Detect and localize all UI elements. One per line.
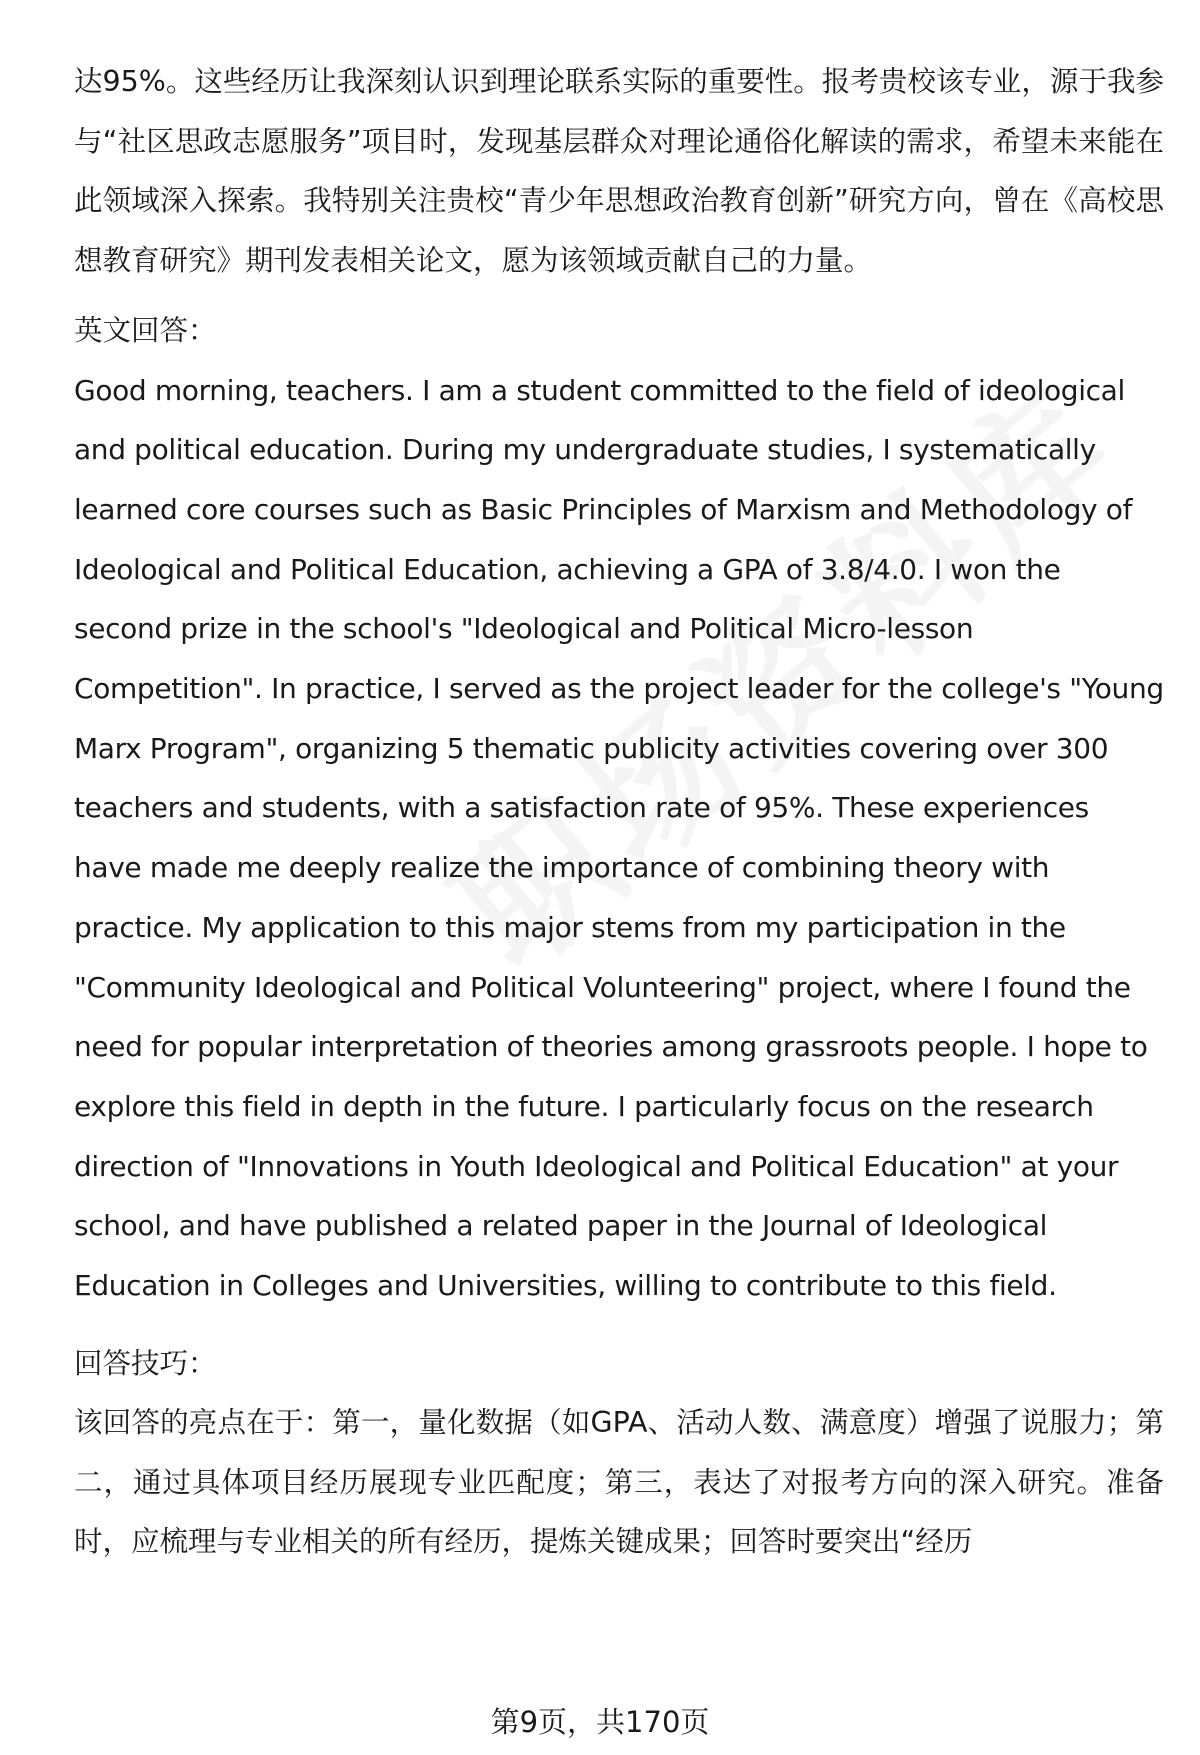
- page-indicator: 第9页，共170页: [490, 1705, 710, 1739]
- answer-tips-label: 回答技巧：: [74, 1346, 217, 1380]
- english-answer-label: 英文回答：: [74, 314, 217, 347]
- answer-tips-text: 该回答的亮点在于：第一，量化数据（如GPA、活动人数、满意度）增强了说服力；第二，通过具体项目经历展现专业匹配度；第三，表达了对报考方向的深入研究。准备时，应梳理与专业相关的所有经历，提炼关键成果；回答时要突出“经历: [74, 1406, 1164, 1559]
- english-answer-text: Good morning, teachers. I am a student committed to the field of ideological and political education. During my undergraduate studies, I systematically learned core courses such as Basic Principles of Marxism and Methodology of Ideological and Political Education, achieving a GPA of 3.8/4.0. I won the second prize in the school's "Ideological and Political Micro-lesson Competition". In practice, I served as the project leader for the college's "Young Marx Program", organizing 5 thematic publicity activities covering over 300 teachers and students, with a satisfaction rate of 95%. These experiences have made me deeply realize the importance of combining theory with practice. My application to this major stems from my participation in the "Community Ideological and Political Volunteering" project, where I found the need for popular interpretation of theories among grassroots people. I hope to explore this field in depth in the future. I particularly focus on the research direction of "Innovations in Youth Ideological and Political Education" at your school, and have published a related paper in the Journal of Ideological Education in Colleges and Universities, willing to contribute to this field.: [74, 373, 1164, 1303]
- continuation-paragraph: 达95%。这些经历让我深刻认识到理论联系实际的重要性。报考贵校该专业，源于我参与“社区思政志愿服务”项目时，发现基层群众对理论通俗化解读的需求，希望未来能在此领域深入探索。我特别关注贵校“青少年思想政治教育创新”研究方向，曾在《高校思想教育研究》期刊发表相关论文，愿为该领域贡献自己的力量。: [74, 65, 1164, 277]
- page-content: [74, 52, 1164, 1572]
